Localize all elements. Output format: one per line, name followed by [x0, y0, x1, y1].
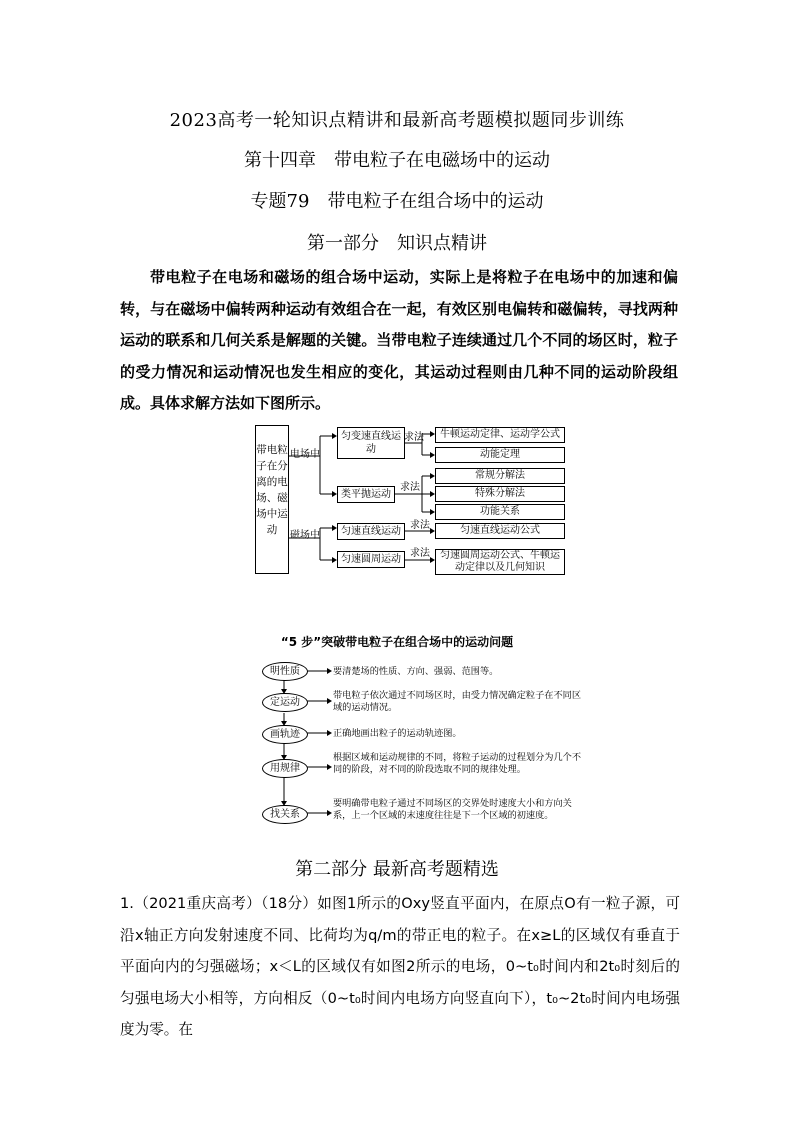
- part2-heading: 第二部分 最新高考题精选: [295, 859, 499, 880]
- problem-number: 1.: [120, 895, 134, 912]
- chapter-title: 第十四章 带电粒子在电磁场中的运动: [244, 150, 550, 171]
- motion-uniform-linear: 匀速直线运动: [337, 523, 405, 540]
- root-box: 带电粒子在分离的电场、磁场中运动: [255, 425, 289, 574]
- part1-heading: 第一部分 知识点精讲: [307, 233, 487, 254]
- method-kinetic-energy: 动能定理: [435, 447, 565, 463]
- step-oval: 画轨迹: [262, 725, 308, 744]
- step-text: 要清楚场的性质、方向、强弱、范围等。: [333, 666, 499, 677]
- method-special-decomposition: 特殊分解法: [435, 486, 565, 502]
- step-oval: 明性质: [262, 662, 308, 681]
- method-newton: 牛顿运动定律、运动学公式: [435, 427, 565, 443]
- method-uniform-linear-formula: 匀速直线运动公式: [435, 523, 565, 539]
- method-label: 求法: [410, 548, 430, 559]
- method-label: 求法: [410, 520, 430, 531]
- step-oval: 找关系: [262, 805, 308, 824]
- step-text: 带电粒子依次通过不同场区时，由受力情况确定粒子在不同区域的运动情况。: [333, 690, 582, 713]
- motion-uniform-circular: 匀速圆周运动: [337, 551, 405, 568]
- step-oval: 定运动: [262, 693, 308, 712]
- page-title: 2023高考一轮知识点精讲和最新高考题模拟题同步训练: [169, 110, 625, 131]
- method-regular-decomposition: 常规分解法: [435, 468, 565, 484]
- step-oval: 用规律: [262, 759, 308, 778]
- five-step-title: “5 步”突破带电粒子在组合场中的运动问题: [280, 635, 514, 649]
- method-circular-formula: 匀速圆周运动公式、牛顿运动定律以及几何知识: [435, 549, 565, 575]
- method-label: 求法: [400, 482, 420, 493]
- method-flowchart: [254, 424, 568, 576]
- problem-text: （2021重庆高考）（18分）如图1所示的Oxy竖直平面内，在原点O有一粒子源，可沿x轴正方向发射速度不同、比荷均为q/m的带正电的粒子。在x≥L的区域仅有垂直于平面向内的匀强磁场；x＜L的区域仅有如图2所示的电场，0~t₀时间内和2t₀时刻后的匀强电场大小相等，方向相反（0~t₀时间内电场方向竖直向下），t₀~2t₀时间内电场强度为零。在: [120, 895, 680, 1038]
- topic-title: 专题79 带电粒子在组合场中的运动: [250, 191, 544, 212]
- intro-paragraph: 带电粒子在电场和磁场的组合场中运动，实际上是将粒子在电场中的加速和偏转，与在磁场中偏转两种运动有效组合在一起，有效区别电偏转和磁偏转，寻找两种运动的联系和几何关系是解题的关键。当带电粒子连续通过几个不同的场区时，粒子的受力情况和运动情况也发生相应的变化，其运动过程则由几种不同的运动阶段组成。具体求解方法如下图所示。: [120, 268, 678, 412]
- electric-field-label: 电场中: [290, 449, 320, 460]
- step-text: 正确地画出粒子的运动轨迹图。: [333, 728, 462, 739]
- problem-1: [120, 888, 680, 1046]
- motion-uniform-accel: 匀变速直线运动: [337, 427, 405, 459]
- step-text: 要明确带电粒子通过不同场区的交界处时速度大小和方向关系，上一个区域的末速度往往是下一个区域的初速度。: [333, 798, 572, 821]
- magnetic-field-label: 磁场中: [290, 530, 320, 541]
- step-text: 根据区域和运动规律的不同，将粒子运动的过程划分为几个不同的阶段，对不同的阶段选取不同的规律处理。: [333, 752, 582, 775]
- five-step-diagram: [258, 656, 588, 841]
- motion-projectile: 类平抛运动: [337, 486, 395, 503]
- method-label: 求法: [404, 432, 424, 443]
- method-work-energy: 功能关系: [435, 504, 565, 520]
